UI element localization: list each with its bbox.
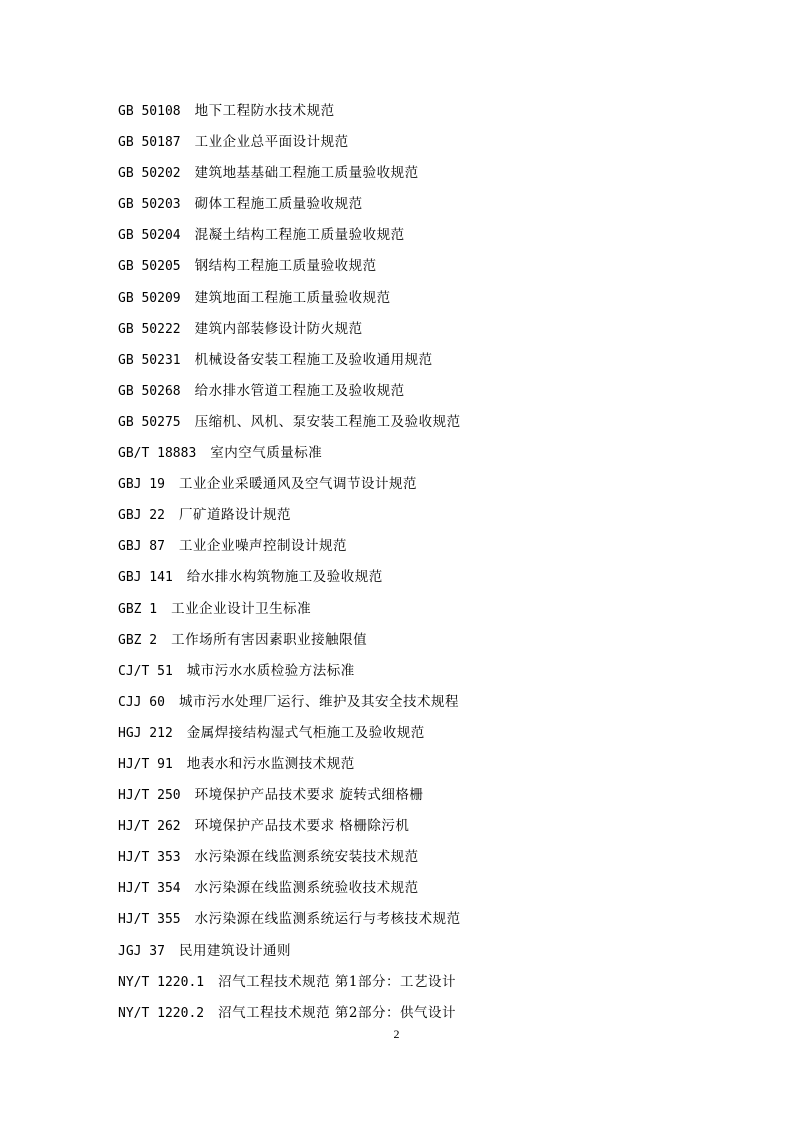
standard-code: GB/T 18883 <box>118 446 197 462</box>
standard-code: GB 50222 <box>118 321 181 337</box>
standard-code: HJ/T 91 <box>118 756 173 772</box>
standard-code: HJ/T 355 <box>118 912 181 928</box>
standard-code: GBJ 19 <box>118 477 165 493</box>
standard-title: 水污染源在线监测系统验收技术规范 <box>194 880 419 897</box>
list-item <box>118 629 461 660</box>
standard-code: HGJ 212 <box>118 725 173 741</box>
list-item <box>118 504 461 535</box>
list-item <box>118 535 461 566</box>
standard-code: GB 50231 <box>118 352 181 368</box>
list-item <box>118 940 461 971</box>
standard-title: 民用建筑设计通则 <box>178 942 291 959</box>
page-number: 2 <box>393 1027 400 1041</box>
standard-code: NY/T 1220.1 <box>118 974 205 990</box>
standard-title: 城市污水水质检验方法标准 <box>186 662 355 679</box>
standard-code: GBJ 22 <box>118 508 165 524</box>
standard-title: 建筑内部装修设计防火规范 <box>194 320 363 337</box>
list-item <box>118 846 461 877</box>
standard-title: 沼气工程技术规范 第2部分：供气设计 <box>218 1004 456 1021</box>
standard-title: 给水排水管道工程施工及验收规范 <box>194 382 405 399</box>
standard-code: CJ/T 51 <box>118 663 173 679</box>
standard-code: GB 50205 <box>118 259 181 275</box>
standard-code: GBZ 1 <box>118 601 158 617</box>
list-item <box>118 442 461 473</box>
list-item <box>118 566 461 597</box>
standard-title: 水污染源在线监测系统运行与考核技术规范 <box>194 911 461 928</box>
standard-title: 地表水和污水监测技术规范 <box>186 755 355 772</box>
standard-code: GB 50209 <box>118 290 181 306</box>
standard-title: 建筑地基基础工程施工质量验收规范 <box>194 165 419 182</box>
standard-code: GBJ 141 <box>118 570 173 586</box>
list-item <box>118 722 461 753</box>
standard-code: GB 50108 <box>118 104 181 119</box>
list-item <box>118 971 461 1002</box>
standard-title: 金属焊接结构湿式气柜施工及验收规范 <box>186 724 425 741</box>
standard-code: GB 50268 <box>118 383 181 399</box>
standard-code: HJ/T 354 <box>118 881 181 897</box>
list-item <box>118 193 461 224</box>
standard-title: 工业企业总平面设计规范 <box>194 134 349 151</box>
standard-title: 工作场所有害因素职业接触限值 <box>171 631 368 648</box>
list-item <box>118 224 461 255</box>
list-item <box>118 660 461 691</box>
standard-title: 工业企业设计卫生标准 <box>171 600 312 617</box>
list-item <box>118 815 461 846</box>
list-item <box>118 349 461 380</box>
standard-title: 水污染源在线监测系统安装技术规范 <box>194 849 419 866</box>
standard-code: GBJ 87 <box>118 539 165 555</box>
standard-code: GB 50275 <box>118 414 181 430</box>
standard-code: HJ/T 250 <box>118 788 181 804</box>
standard-title: 机械设备安装工程施工及验收通用规范 <box>194 351 433 368</box>
standard-title: 室内空气质量标准 <box>210 445 323 462</box>
list-item <box>118 473 461 504</box>
standard-title: 钢结构工程施工质量验收规范 <box>194 258 377 275</box>
standards-list <box>118 100 461 1033</box>
standard-code: GB 50187 <box>118 135 181 151</box>
standard-title: 工业企业采暖通风及空气调节设计规范 <box>178 476 417 493</box>
standard-title: 压缩机、风机、泵安装工程施工及验收规范 <box>194 413 461 430</box>
standard-title: 沼气工程技术规范 第1部分：工艺设计 <box>218 973 456 990</box>
standard-title: 环境保护产品技术要求 格栅除污机 <box>194 818 410 835</box>
standard-title: 混凝土结构工程施工质量验收规范 <box>194 227 405 244</box>
list-item <box>118 100 461 131</box>
list-item <box>118 691 461 722</box>
standard-code: GBZ 2 <box>118 632 158 648</box>
standard-title: 城市污水处理厂运行、维护及其安全技术规程 <box>178 693 459 710</box>
list-item <box>118 380 461 411</box>
standard-title: 砌体工程施工质量验收规范 <box>194 196 363 213</box>
standard-code: HJ/T 353 <box>118 850 181 866</box>
standard-code: GB 50204 <box>118 228 181 244</box>
list-item <box>118 784 461 815</box>
list-item <box>118 162 461 193</box>
list-item <box>118 908 461 939</box>
list-item <box>118 318 461 349</box>
standard-title: 建筑地面工程施工质量验收规范 <box>194 289 391 306</box>
standard-title: 给水排水构筑物施工及验收规范 <box>186 569 383 586</box>
standard-code: GB 50203 <box>118 197 181 213</box>
standard-title: 工业企业噪声控制设计规范 <box>178 538 347 555</box>
list-item <box>118 255 461 286</box>
list-item <box>118 287 461 318</box>
list-item <box>118 753 461 784</box>
list-item <box>118 411 461 442</box>
standard-title: 地下工程防水技术规范 <box>194 103 335 119</box>
standard-code: CJJ 60 <box>118 694 165 710</box>
standard-code: GB 50202 <box>118 166 181 182</box>
standard-title: 厂矿道路设计规范 <box>178 507 291 524</box>
standard-code: HJ/T 262 <box>118 819 181 835</box>
list-item <box>118 131 461 162</box>
list-item <box>118 877 461 908</box>
list-item <box>118 598 461 629</box>
standard-code: NY/T 1220.2 <box>118 1005 205 1021</box>
standard-code: JGJ 37 <box>118 943 165 959</box>
standard-title: 环境保护产品技术要求 旋转式细格栅 <box>194 787 424 804</box>
